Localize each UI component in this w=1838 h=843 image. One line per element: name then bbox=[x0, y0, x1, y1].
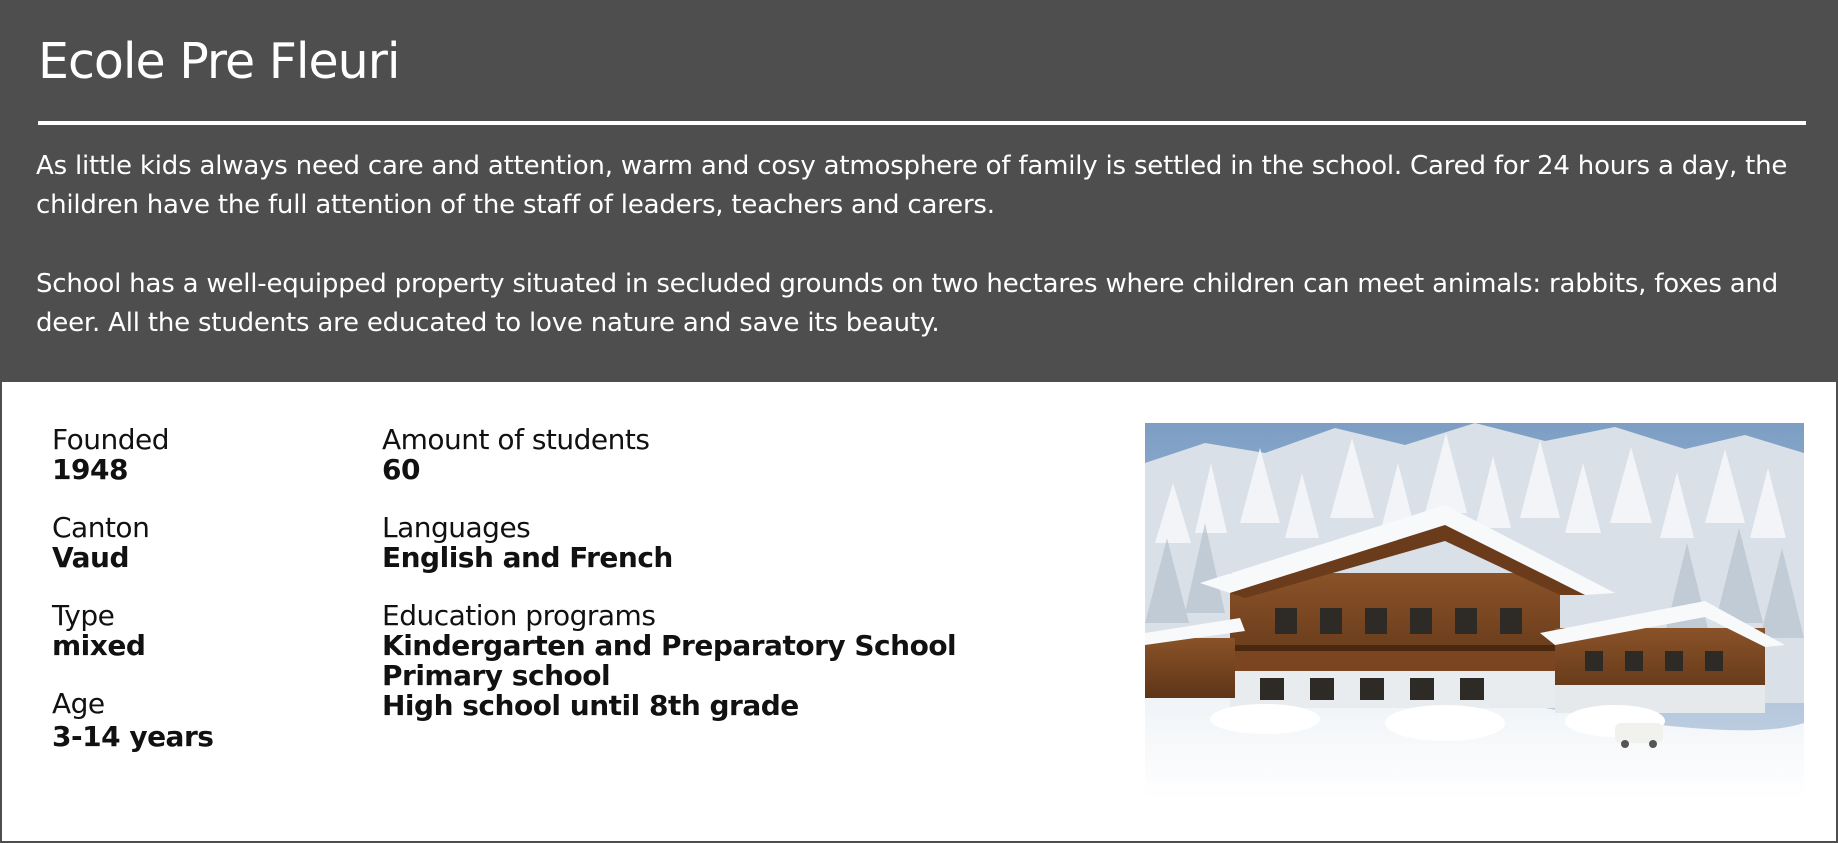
fact-label: Languages bbox=[382, 511, 531, 544]
fact-type bbox=[52, 601, 145, 661]
chalet-image bbox=[1145, 423, 1804, 800]
fact-label: Type bbox=[52, 599, 115, 632]
fact-value: mixed bbox=[52, 629, 146, 662]
school-description-paragraph: School has a well-equipped property situated in secluded grounds on two hectares where children can meet animals: rabbits, foxes and deer. All the students are educated to love nature and save its beauty. bbox=[36, 269, 1779, 338]
fact-canton bbox=[52, 513, 149, 573]
fact-value: 3-14 years bbox=[52, 720, 214, 753]
fact-value: Vaud bbox=[52, 541, 130, 574]
fact-programs bbox=[382, 601, 956, 721]
fact-label: Amount of students bbox=[382, 423, 650, 456]
school-photo bbox=[1145, 423, 1804, 800]
fact-age bbox=[52, 689, 213, 752]
fact-value: English and French bbox=[382, 541, 673, 574]
fact-value: 60 bbox=[382, 453, 420, 486]
school-description-paragraph: As little kids always need care and attention, warm and cosy atmosphere of family is settled in the school. Cared for 24 hours a day, the children have the full attention of the staff of leaders, teachers and carers. bbox=[36, 151, 1788, 220]
fact-founded bbox=[52, 425, 169, 485]
fact-label: Canton bbox=[52, 511, 150, 544]
program-item: Primary school bbox=[382, 659, 611, 692]
fact-value: 1948 bbox=[52, 453, 128, 486]
school-title: Ecole Pre Fleuri bbox=[38, 33, 400, 90]
fact-label: Age bbox=[52, 687, 105, 720]
fact-students bbox=[382, 425, 649, 485]
fact-label: Education programs bbox=[382, 599, 656, 632]
header-divider bbox=[38, 121, 1806, 125]
program-item: Kindergarten and Preparatory School bbox=[382, 629, 957, 662]
fact-languages bbox=[382, 513, 673, 573]
program-item: High school until 8th grade bbox=[382, 689, 799, 722]
fact-label: Founded bbox=[52, 423, 170, 456]
school-header bbox=[2, 0, 1836, 382]
